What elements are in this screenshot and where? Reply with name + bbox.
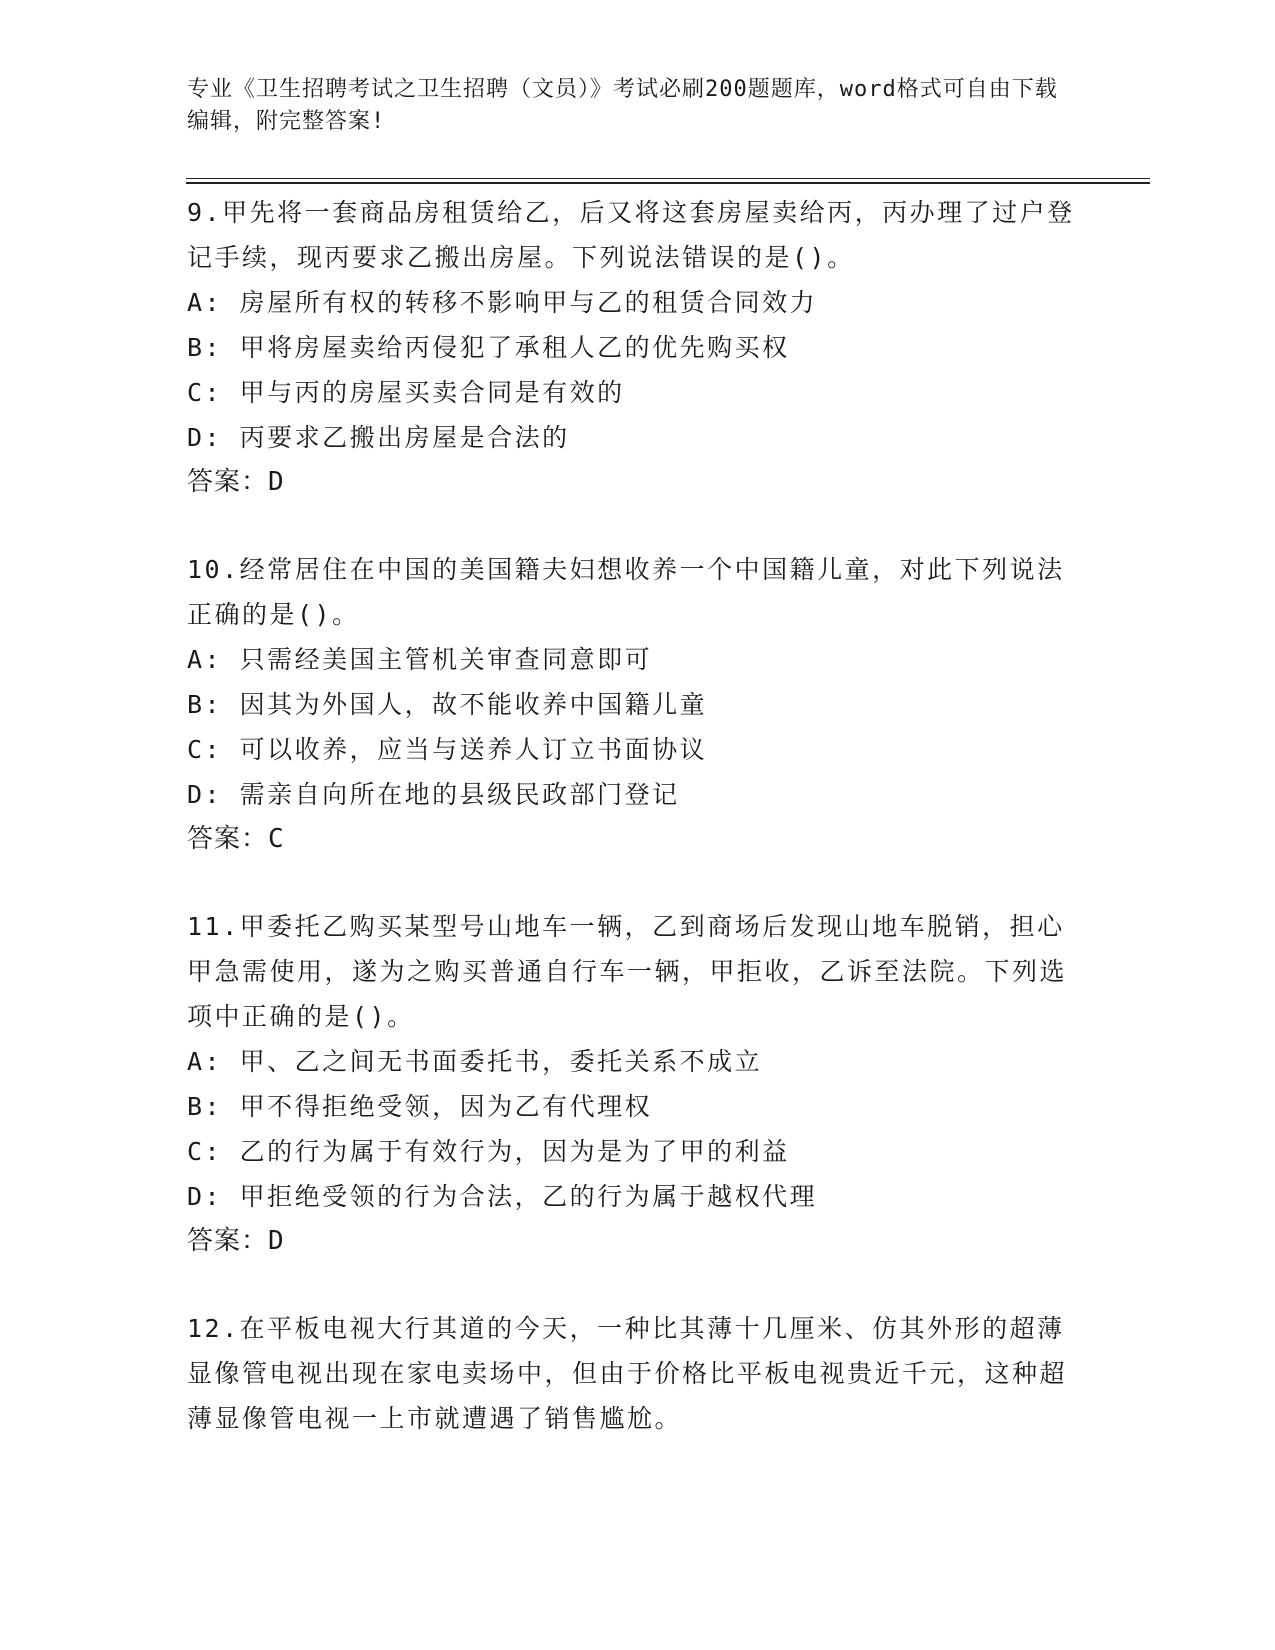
answer-label: 答案： [187,1226,269,1256]
option-b: B: 甲将房屋卖给丙侵犯了承租人乙的优先购买权 [187,333,790,362]
option-b: B: 因其为外国人，故不能收养中国籍儿童 [187,690,708,719]
answer-label: 答案： [187,824,269,854]
option-b: B: 甲不得拒绝受领，因为乙有代理权 [187,1092,653,1121]
answer-value: C [268,824,285,854]
option-a: A: 只需经美国主管机关审查同意即可 [187,645,653,674]
question-text: 12.在平板电视大行其道的今天，一种比其薄十几厘米、仿其外形的超薄显像管电视出现在家电卖场中，但由于价格比平板电视贵近千元，这种超薄显像管电视一上市就遭遇了销售尴尬。 [187,1314,1068,1433]
question-9 [187,190,1087,505]
question-text: 11.甲委托乙购买某型号山地车一辆，乙到商场后发现山地车脱销，担心甲急需使用，遂为之购买普通自行车一辆，甲拒收，乙诉至法院。下列选项中正确的是()。 [187,912,1068,1031]
question-12 [187,1306,1087,1441]
option-c: C: 可以收养，应当与送养人订立书面协议 [187,735,708,764]
header-rule-thin [186,178,1150,179]
option-d: D: 丙要求乙搬出房屋是合法的 [187,423,570,452]
answer-value: D [268,1226,285,1256]
option-c: C: 乙的行为属于有效行为，因为是为了甲的利益 [187,1137,790,1166]
question-10 [187,547,1087,862]
answer-label: 答案： [187,467,269,497]
document-header: 专业《卫生招聘考试之卫生招聘（文员）》考试必刷200题题库，word格式可自由下载编辑，附完整答案! [187,77,1058,134]
answer-line [187,817,1087,862]
option-d: D: 需亲自向所在地的县级民政部门登记 [187,780,680,809]
question-text: 10.经常居住在中国的美国籍夫妇想收养一个中国籍儿童，对此下列说法正确的是()。 [187,555,1065,629]
answer-line [187,1219,1087,1264]
question-11 [187,904,1087,1264]
answer-value: D [268,467,285,497]
option-d: D: 甲拒绝受领的行为合法，乙的行为属于越权代理 [187,1182,818,1211]
option-a: A: 甲、乙之间无书面委托书，委托关系不成立 [187,1047,763,1076]
question-list [187,190,1087,1483]
header-rule-thick [186,182,1150,184]
question-text: 9.甲先将一套商品房租赁给乙，后又将这套房屋卖给丙，丙办理了过户登记手续，现丙要求乙搬出房屋。下列说法错误的是()。 [187,198,1075,272]
answer-line [187,460,1087,505]
option-a: A: 房屋所有权的转移不影响甲与乙的租赁合同效力 [187,288,818,317]
option-c: C: 甲与丙的房屋买卖合同是有效的 [187,378,625,407]
